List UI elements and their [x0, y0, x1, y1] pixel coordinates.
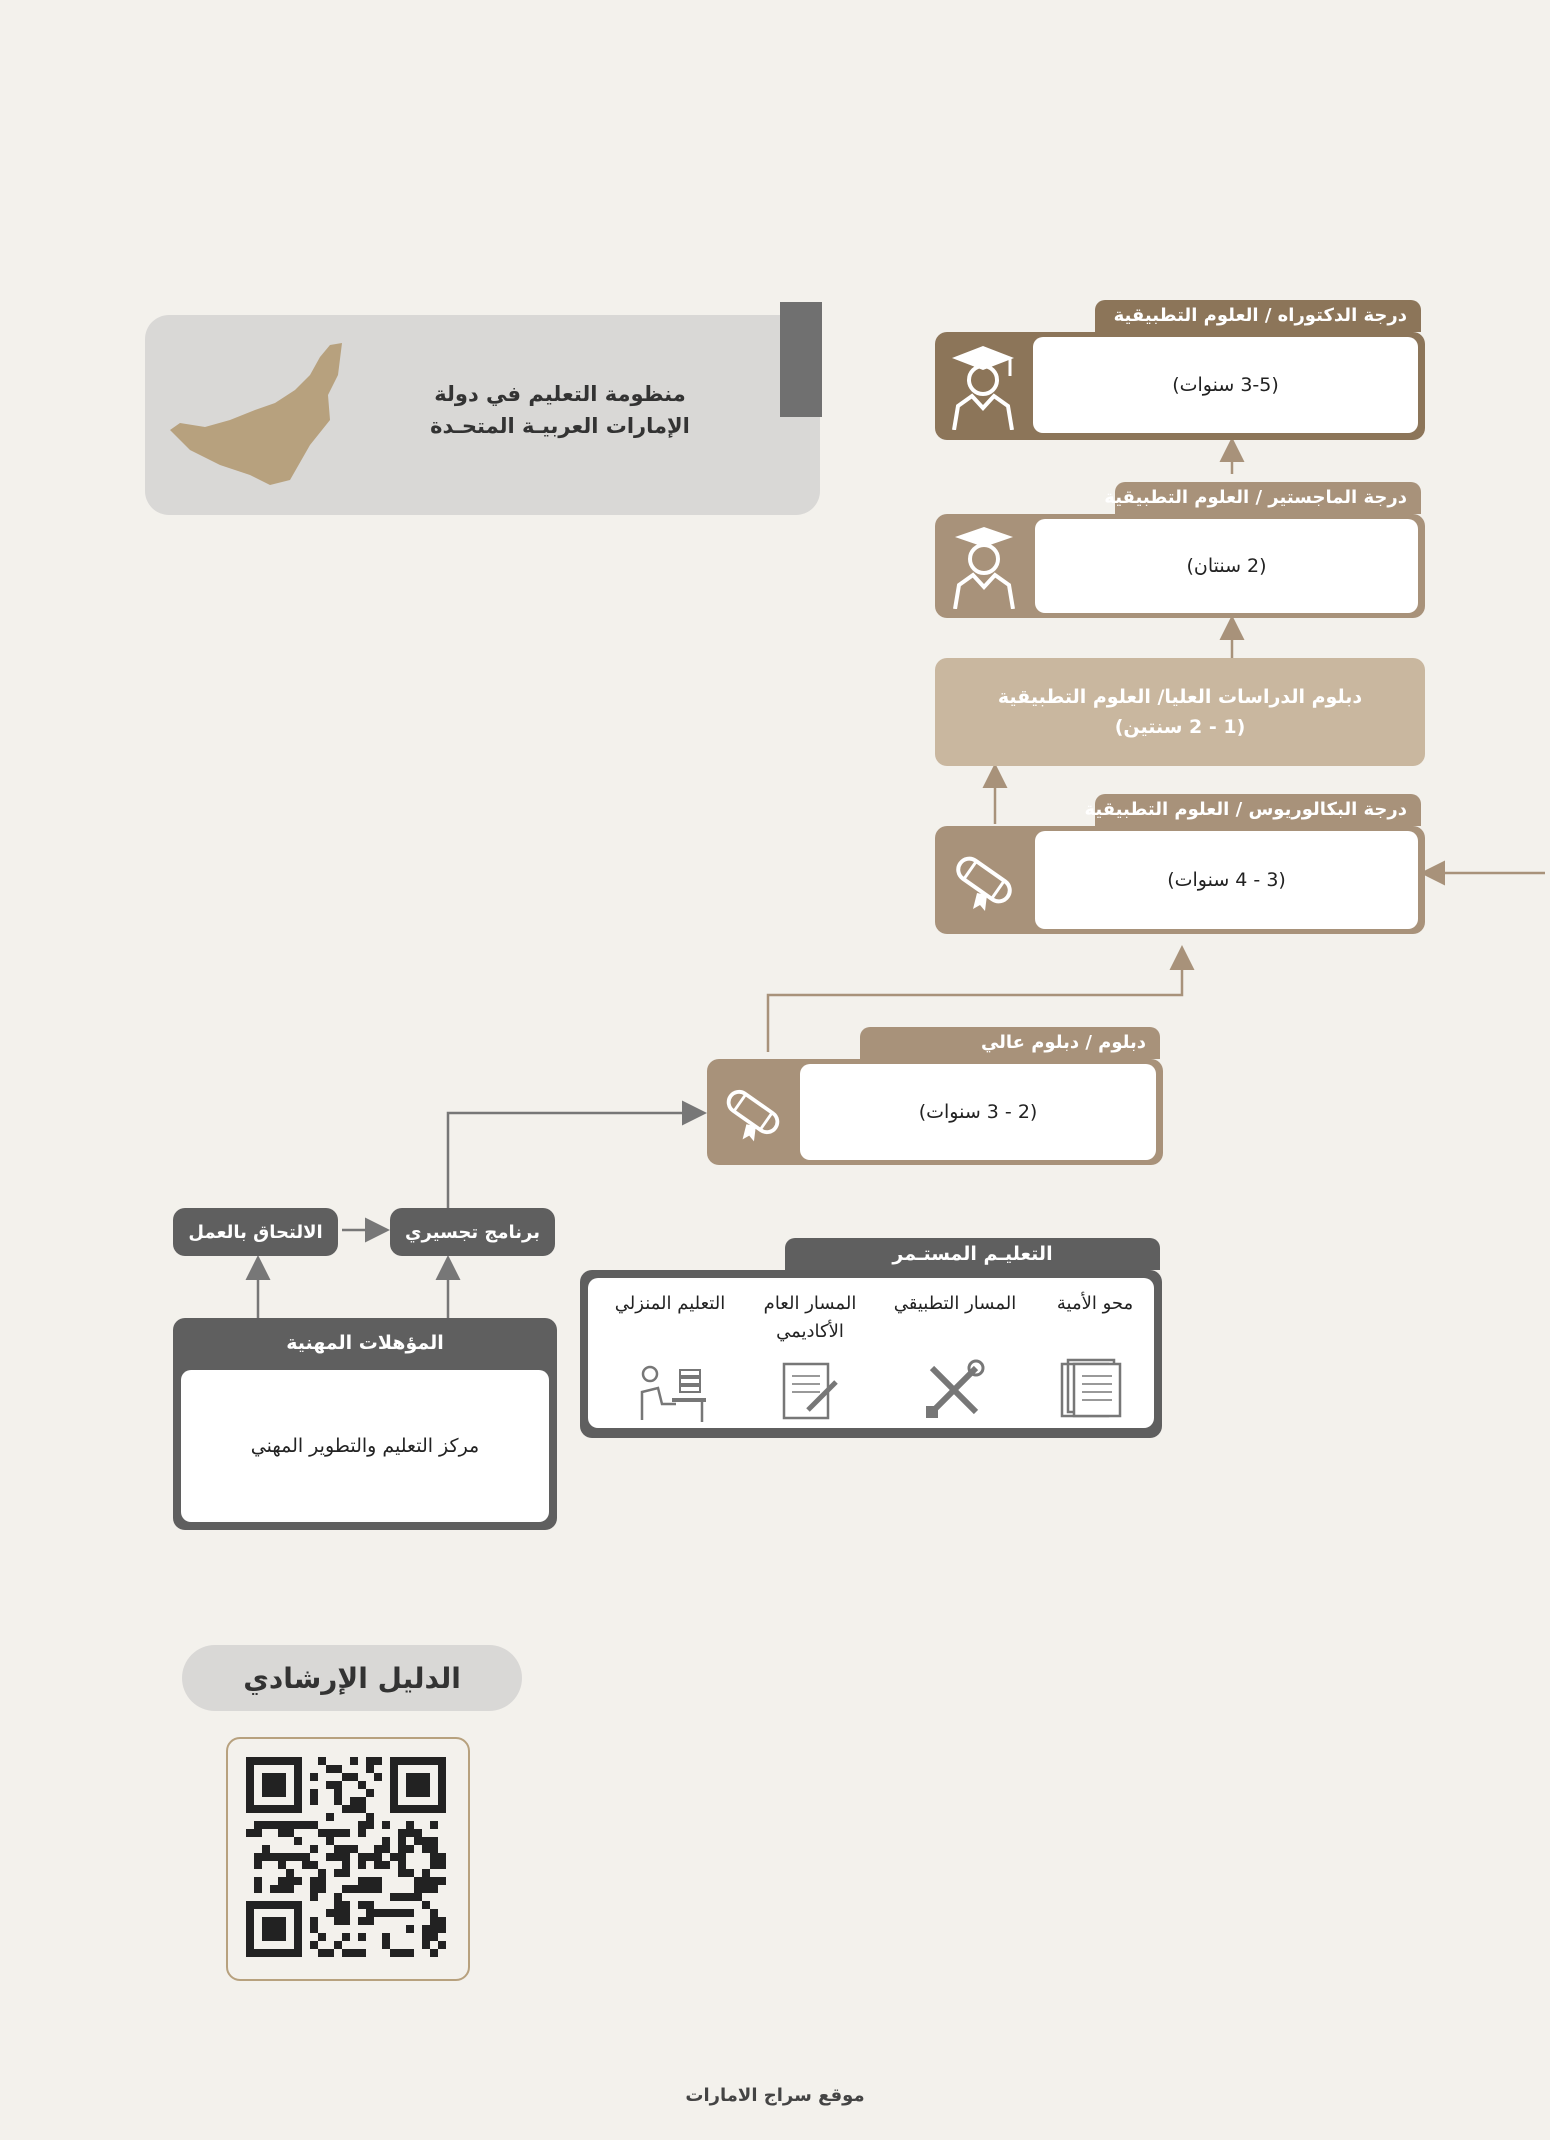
bachelor-tab: درجة البكالوريوس / العلوم التطبيقية — [1095, 794, 1421, 826]
header-title-line2: الإمارات العربيـة المتحـدة — [430, 414, 690, 438]
bachelor-card — [935, 826, 1425, 934]
doctorate-card — [935, 332, 1425, 440]
continuing-item-literacy-label: محو الأمية — [1056, 1293, 1134, 1314]
notepad-icon — [780, 1360, 840, 1422]
uae-map-icon — [160, 335, 360, 500]
masters-tab: درجة الماجستير / العلوم التطبيقية — [1115, 482, 1421, 514]
continuing-item-academic — [745, 1290, 875, 1346]
continuing-item-applied-label: المسار التطبيقي — [893, 1293, 1017, 1314]
qr-code-icon — [246, 1757, 446, 1957]
book-icon — [1058, 1358, 1124, 1420]
guide-title-pill — [182, 1645, 522, 1711]
doctorate-tab: درجة الدكتوراه / العلوم التطبيقية — [1095, 300, 1421, 332]
vocational-body: مركز التعليم والتطوير المهني — [181, 1370, 549, 1522]
diploma-scroll-icon — [707, 1059, 799, 1165]
postgrad-diploma-duration: (1 - 2 سنتين) — [1114, 716, 1246, 738]
diploma-card — [707, 1059, 1163, 1165]
doctorate-duration: (3-5 سنوات) — [1033, 337, 1418, 433]
home-study-icon — [632, 1358, 708, 1424]
continuing-item-academic-label: المسار العام الأكاديمي — [763, 1293, 857, 1342]
masters-duration: (2 سنتان) — [1035, 519, 1418, 613]
bridge-program: برنامج تجسيري — [390, 1208, 555, 1256]
vocational-card — [173, 1318, 557, 1530]
continuing-tab: التعليـم المستـمر — [785, 1238, 1160, 1270]
doctorate-graduate-icon — [935, 332, 1030, 440]
continuing-item-applied — [880, 1290, 1030, 1318]
continuing-item-literacy — [1035, 1290, 1155, 1318]
footer-text: موقع سراج الامارات — [685, 2085, 865, 2106]
join-work: الالتحاق بالعمل — [173, 1208, 338, 1256]
header-title-line1: منظومة التعليم في دولة — [434, 382, 686, 406]
continuing-item-home — [600, 1290, 740, 1318]
vocational-label: المؤهلات المهنية — [286, 1332, 444, 1354]
graduate-icon — [935, 514, 1033, 618]
postgrad-diploma-card — [935, 658, 1425, 766]
diploma-duration: (2 - 3 سنوات) — [800, 1064, 1156, 1160]
header-title — [380, 378, 740, 442]
guide-title: الدليل الإرشادي — [243, 1661, 461, 1695]
continuing-item-home-label: التعليم المنزلي — [614, 1293, 726, 1314]
bachelor-duration: (3 - 4 سنوات) — [1035, 831, 1418, 929]
header-ribbon — [780, 302, 822, 417]
diploma-tab: دبلوم / دبلوم عالي — [860, 1027, 1160, 1059]
tools-icon — [922, 1358, 986, 1422]
masters-card — [935, 514, 1425, 618]
bachelor-diploma-scroll-icon — [935, 826, 1033, 934]
postgrad-diploma-title: دبلوم الدراسات العليا/ العلوم التطبيقية — [997, 686, 1363, 708]
